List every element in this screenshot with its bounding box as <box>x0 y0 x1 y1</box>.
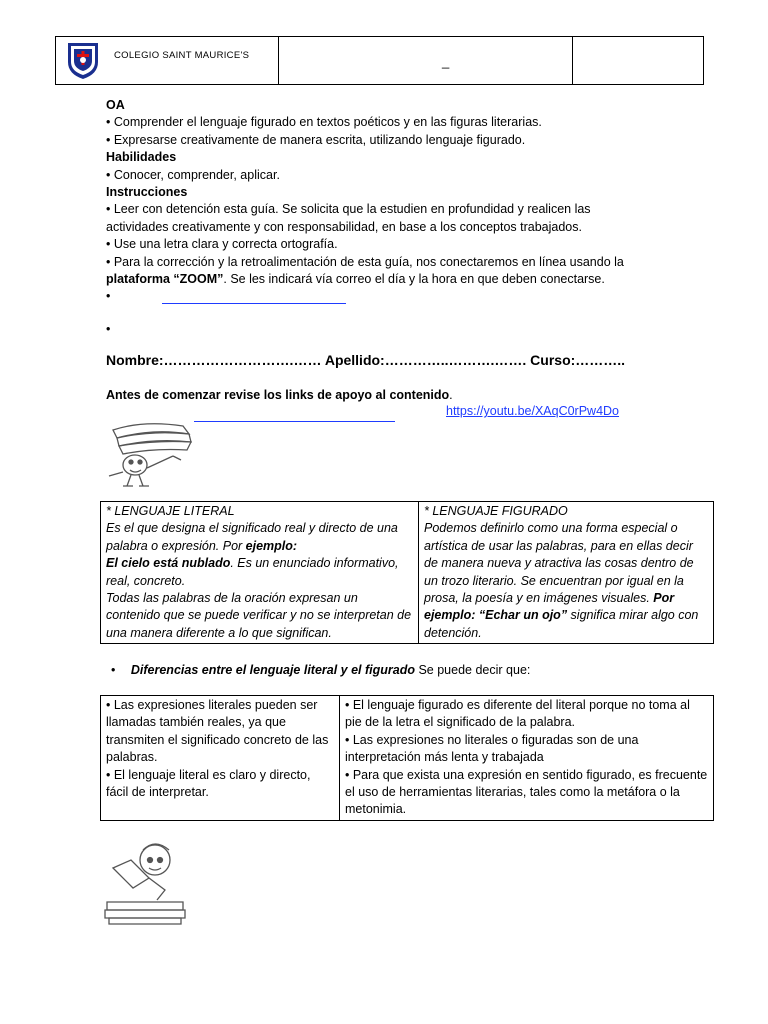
empty-bullet-2: • <box>106 322 111 336</box>
instruction-line-1: • Leer con detención esta guía. Se solicita que la estudien en profundidad y realicen las <box>106 202 591 217</box>
youtube-link[interactable]: https://youtu.be/XAqC0rPw4Do <box>446 404 620 418</box>
oa-item-2: • Expresarse creativamente de manera escrita, utilizando lenguaje figurado. <box>106 132 526 147</box>
blank-link-1[interactable] <box>162 303 346 304</box>
school-name: COLEGIO SAINT MAURICE'S <box>114 50 250 61</box>
curso-field[interactable]: Curso:……….. <box>530 352 626 368</box>
student-info-row <box>106 352 625 368</box>
apellido-field[interactable]: Apellido:…………..……….……. <box>324 352 527 368</box>
school-crest-icon <box>66 40 100 80</box>
lenguaje-table <box>100 501 714 644</box>
diferencias-table <box>100 695 714 821</box>
oa-title: OA <box>106 98 125 112</box>
instructions-block <box>106 97 624 306</box>
instruction-line-4: • Para la corrección y la retroalimentación de esta guía, nos conectaremos en línea usando la <box>106 254 624 269</box>
habilidades-item-1: • Conocer, comprender, aplicar. <box>106 167 280 182</box>
diferencias-title: Diferencias entre el lenguaje literal y el figurado <box>130 663 415 677</box>
links-intro: Antes de comenzar revise los links de apoyo al contenido. <box>106 388 453 402</box>
instruction-line-5: plataforma “ZOOM”. Se les indicará vía correo el día y la hora en que deben conectarse. <box>106 272 605 287</box>
diferencias-line: • Diferencias entre el lenguaje literal y el figurado Se puede decir que: <box>111 663 531 677</box>
title-placeholder: _ <box>442 54 450 69</box>
instrucciones-title: Instrucciones <box>106 185 188 200</box>
title-cell <box>279 37 573 84</box>
date-cell <box>573 37 703 84</box>
books-illustration-icon <box>103 420 201 490</box>
reading-character-icon <box>103 838 189 926</box>
figurado-cell: * LENGUAJE FIGURADO Podemos definirlo como una forma especial o artística de usar las palabras, para en ellas decir de manera nueva y atractiva las cosas dentro de un trozo literario. Se encuentran por igual en la prosa, la poesía y en imágenes visuales. Por ejemplo: “Echar un ojo” significa mirar algo con detención. <box>419 502 714 644</box>
habilidades-title: Habilidades <box>106 150 177 165</box>
figurado-diff-cell: • El lenguaje figurado es diferente del literal porque no toma al pie de la letra el significado de la palabra. • Las expresiones no literales o figuradas son de una interpretación más lenta y trabajada • Para que exista una expresión en sentido figurado, es frecuente el uso de herramientas literarias, tales como la metáfora o la metonimia. <box>340 696 714 821</box>
instruction-line-3: • Use una letra clara y correcta ortografía. <box>106 237 338 252</box>
figurado-title: * LENGUAJE FIGURADO <box>424 504 568 518</box>
empty-bullet-1: • <box>106 289 111 304</box>
oa-item-1: • Comprender el lenguaje figurado en textos poéticos y en las figuras literarias. <box>106 115 542 130</box>
school-cell <box>56 37 279 84</box>
literal-cell: * LENGUAJE LITERAL Es el que designa el significado real y directo de una palabra o expresión. Por ejemplo: El cielo está nublado. Es un enunciado informativo, real, concreto. Todas las palabras de la oración expresan un contenido que se puede verificar y no se interpretan de una manera diferente a lo que significan. <box>101 502 419 644</box>
literal-diff-cell: • Las expresiones literales pueden ser llamadas también reales, ya que transmiten el significado concreto de las palabras. • El lenguaje literal es claro y directo, fácil de interpretar. <box>101 696 340 821</box>
blank-link-2[interactable] <box>194 421 395 422</box>
nombre-field[interactable]: Nombre:……………………….…… <box>106 352 322 368</box>
header-table <box>55 36 704 85</box>
literal-title: * LENGUAJE LITERAL <box>106 504 235 518</box>
instruction-line-2: actividades creativamente y con responsabilidad, en base a los conceptos trabajados. <box>106 219 582 234</box>
zoom-platform: plataforma “ZOOM” <box>106 272 224 287</box>
